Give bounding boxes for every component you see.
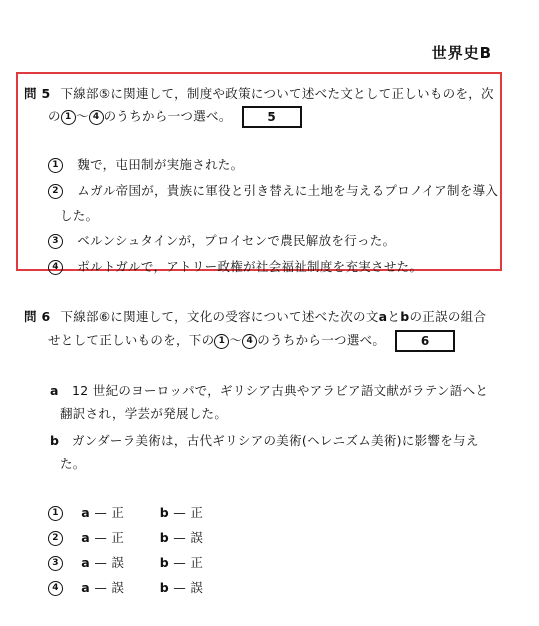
q6-statement-a: a 12 世紀のヨーロッパで，ギリシア古典やアラビア語文献がラテン語へと	[50, 383, 489, 398]
circled-2-icon: 2	[48, 531, 63, 546]
circled-3-icon: 3	[48, 234, 63, 249]
q6-choice-1[interactable]: 1 a — 正 b — 正	[48, 503, 203, 521]
circled-4-icon: 4	[89, 110, 104, 125]
q6-statement-b: b ガンダーラ美術は，古代ギリシアの美術(ヘレニズム美術)に影響を与え	[50, 433, 479, 448]
circled-1-icon: 1	[48, 506, 63, 521]
circled-1-icon: 1	[61, 110, 76, 125]
q6-choice-3[interactable]: 3 a — 誤 b — 正	[48, 553, 203, 571]
q6-statement-b-cont: た。	[60, 456, 86, 471]
q6-choice-4[interactable]: 4 a — 誤 b — 誤	[48, 578, 203, 596]
q5-line2: の 1 ～ 4 のうちから一つ選べ。 5	[48, 106, 302, 128]
q5-option-1[interactable]: 1 魏で，屯田制が実施された。	[48, 155, 243, 173]
q6-label: 問 6	[24, 309, 51, 324]
q5-option-2[interactable]: 2 ムガル帝国が，貴族に軍役と引き替えに土地を与えるプロノイア制を導入	[48, 181, 498, 199]
circled-1-icon: 1	[48, 158, 63, 173]
answer-box-6[interactable]: 6	[395, 330, 455, 352]
circled-2-icon: 2	[48, 184, 63, 199]
q6-line2: せとして正しいものを，下の 1 ～ 4 のうちから一つ選べ。 6	[48, 330, 455, 352]
subject-title: 世界史B	[431, 44, 492, 62]
circled-3-icon: 3	[48, 556, 63, 571]
circled-4-icon: 4	[242, 334, 257, 349]
q5-line1: 問 5 下線部⑤に関連して，制度や政策について述べた文として正しいものを，次	[24, 86, 494, 101]
q5-option-2-cont: した。	[60, 208, 99, 223]
circled-1-icon: 1	[214, 334, 229, 349]
answer-box-5[interactable]: 5	[242, 106, 302, 128]
q6-line1: 問 6 下線部⑥に関連して，文化の受容について述べた次の文aとbの正誤の組合	[24, 309, 487, 324]
q5-option-4[interactable]: 4 ポルトガルで，アトリー政権が社会福祉制度を充実させた。	[48, 257, 422, 275]
circled-4-icon: 4	[48, 260, 63, 275]
q5-option-3[interactable]: 3 ベルンシュタインが，プロイセンで農民解放を行った。	[48, 231, 395, 249]
q6-statement-a-cont: 翻訳され，学芸が発展した。	[60, 406, 228, 421]
circled-4-icon: 4	[48, 581, 63, 596]
q6-choice-2[interactable]: 2 a — 正 b — 誤	[48, 528, 203, 546]
q5-label: 問 5	[24, 86, 51, 101]
